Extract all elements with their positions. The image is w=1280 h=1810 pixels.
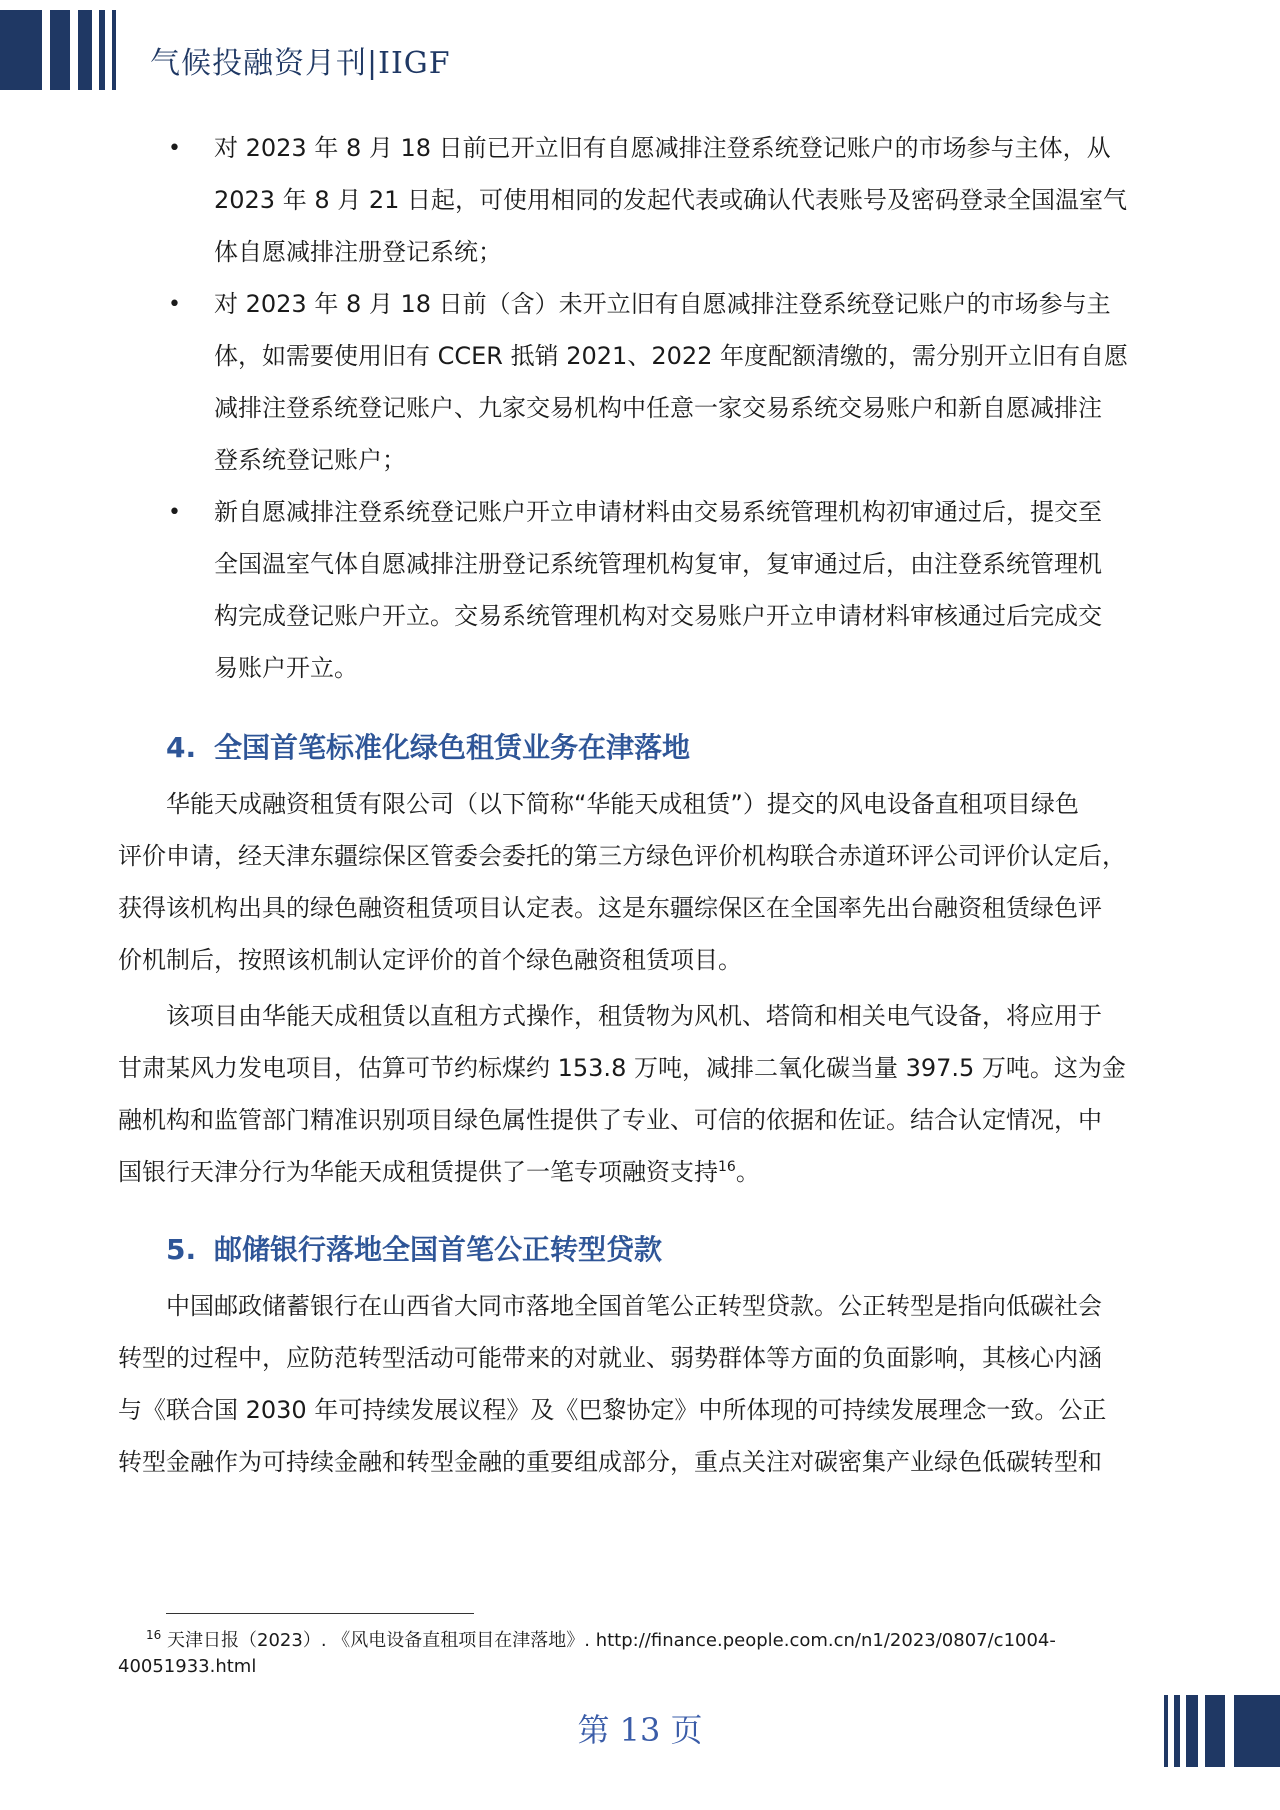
footnote-reference[interactable]: 16 [718, 1159, 736, 1175]
bullet-marker: • [168, 292, 181, 317]
footnote-divider [166, 1613, 474, 1614]
paragraph-line: 转型的过程中，应防范转型活动可能带来的对就业、弱势群体等方面的负面影响，其核心内涵 [118, 1344, 1102, 1372]
paragraph-line [118, 1156, 760, 1188]
footer-decoration-bars [1164, 1695, 1280, 1767]
bullet-2-line-4: 登系统登记账户； [214, 446, 406, 474]
bullet-3-line-4: 易账户开立。 [214, 654, 358, 682]
bullet-3-line-1: 新自愿减排注登系统登记账户开立申请材料由交易系统管理机构初审通过后，提交至 [214, 498, 1102, 526]
bullet-marker: • [168, 136, 181, 161]
bullet-2-line-3: 减排注登系统登记账户、九家交易机构中任意一家交易系统交易账户和新自愿减排注 [214, 394, 1102, 422]
footnote-continuation[interactable]: 40051933.html [118, 1656, 257, 1677]
paragraph-line: 融机构和监管部门精准识别项目绿色属性提供了专业、可信的依据和佐证。结合认定情况，中 [118, 1106, 1102, 1134]
page-number: 第 13 页 [577, 1711, 703, 1749]
section-number: 4. [166, 731, 197, 764]
paragraph-text: 国银行天津分行为华能天成租赁提供了一笔专项融资支持 [118, 1158, 718, 1186]
paragraph-line: 甘肃某风力发电项目，估算可节约标煤约 153.8 万吨，减排二氧化碳当量 397.5 万吨。这为金 [118, 1054, 1126, 1082]
bullet-2-line-2: 体，如需要使用旧有 CCER 抵销 2021、2022 年度配额清缴的，需分别开立旧有自愿 [214, 342, 1129, 370]
bullet-2-line-1: 对 2023 年 8 月 18 日前（含）未开立旧有自愿减排注登系统登记账户的市场参与主 [214, 290, 1111, 318]
bullet-marker: • [168, 500, 181, 525]
paragraph-line: 华能天成融资租赁有限公司（以下简称“华能天成租赁”）提交的风电设备直租项目绿色 [166, 790, 1079, 818]
bullet-1-line-1: 对 2023 年 8 月 18 日前已开立旧有自愿减排注登系统登记账户的市场参与主体，从 [214, 134, 1111, 162]
bullet-3-line-2: 全国温室气体自愿减排注册登记系统管理机构复审，复审通过后，由注登系统管理机 [214, 550, 1102, 578]
section-number: 5. [166, 1233, 197, 1266]
section-title: 邮储银行落地全国首笔公正转型贷款 [214, 1233, 663, 1266]
paragraph-line: 获得该机构出具的绿色融资租赁项目认定表。这是东疆综保区在全国率先出台融资租赁绿色评 [118, 894, 1102, 922]
bullet-1-line-3: 体自愿减排注册登记系统； [214, 238, 502, 266]
footnote-text[interactable]: 天津日报（2023）. 《风电设备直租项目在津落地》. http://finance.people.com.cn/n1/2023/0807/c1004- [167, 1630, 1056, 1651]
section-title: 全国首笔标准化绿色租赁业务在津落地 [214, 731, 691, 764]
paragraph-line: 中国邮政储蓄银行在山西省大同市落地全国首笔公正转型贷款。公正转型是指向低碳社会 [166, 1292, 1102, 1320]
footnote-marker: 16 [146, 1628, 162, 1642]
footnote [146, 1626, 1056, 1652]
journal-title: 气候投融资月刊|IIGF [150, 46, 451, 81]
bullet-3-line-3: 构完成登记账户开立。交易系统管理机构对交易账户开立申请材料审核通过后完成交 [214, 602, 1102, 630]
paragraph-line: 与《联合国 2030 年可持续发展议程》及《巴黎协定》中所体现的可持续发展理念一致。公正 [118, 1396, 1107, 1424]
paragraph-line: 转型金融作为可持续金融和转型金融的重要组成部分，重点关注对碳密集产业绿色低碳转型和 [118, 1448, 1102, 1476]
section-heading [166, 1228, 662, 1268]
paragraph-line: 评价申请，经天津东疆综保区管委会委托的第三方绿色评价机构联合赤道环评公司评价认定后， [118, 842, 1126, 870]
bullet-1-line-2: 2023 年 8 月 21 日起，可使用相同的发起代表或确认代表账号及密码登录全国温室气 [214, 186, 1128, 214]
section-heading [166, 726, 690, 766]
paragraph-text: 。 [735, 1158, 760, 1186]
paragraph-line: 该项目由华能天成租赁以直租方式操作，租赁物为风机、塔筒和相关电气设备，将应用于 [166, 1002, 1102, 1030]
paragraph-line: 价机制后，按照该机制认定评价的首个绿色融资租赁项目。 [118, 946, 742, 974]
